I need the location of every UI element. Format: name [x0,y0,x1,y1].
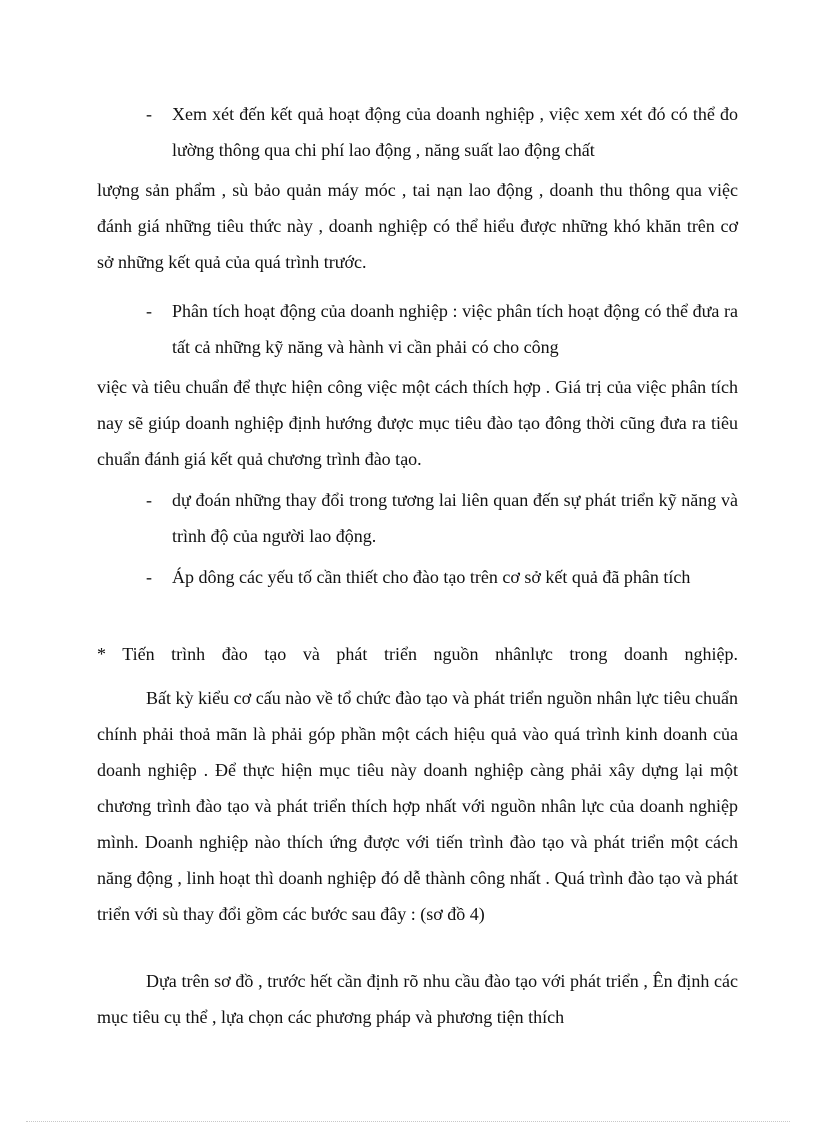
bullet-item-3 [146,482,738,554]
bullet-text: Phân tích hoạt động của doanh nghiệp : việc phân tích hoạt động có thể đưa ra tất cả những kỹ năng và hành vi cần phải có cho công [172,301,738,357]
bullet-text: Áp dông các yếu tố cần thiết cho đào tạo trên cơ sở kết quả đã phân tích [172,567,691,587]
bullet-continuation: lượng sản phẩm , sù bảo quản máy móc , tai nạn lao động , doanh thu thông qua việc đánh giá những tiêu thức này , doanh nghiệp có thể hiểu được những khó khăn trên cơ sở những kết quả của quá trình trước. [97,180,738,272]
bullet-dash: - [146,490,152,510]
bullet-text: Xem xét đến kết quả hoạt động của doanh nghiệp , việc xem xét đó có thể đo lường thông qua chi phí lao động , năng suất lao động chất [172,104,738,160]
bullet-text: dự đoán những thay đổi trong tương lai liên quan đến sự phát triển kỹ năng và trình độ của người lao động. [172,490,738,546]
paragraph-1: Bất kỳ kiểu cơ cấu nào về tổ chức đào tạo và phát triển nguồn nhân lực tiêu chuẩn chính phải thoả mãn là phải góp phần một cách hiệu quả vào quá trình kinh doanh của doanh nghiệp . Để thực hiện mục tiêu này doanh nghiệp càng phải xây dựng lại một chương trình đào tạo và phát triển thích hợp nhất với nguồn nhân lực của doanh nghiệp mình. Doanh nghiệp nào thích ứng được với tiến trình đào tạo và phát triển một cách năng động , linh hoạt thì doanh nghiệp đó dễ thành công nhất . Quá trình đào tạo và phát triển với sù thay đổi gồm các bước sau đây : (sơ đồ 4) [97,688,738,924]
bullet-item-1 [146,96,738,168]
footer-divider [26,1121,790,1122]
bullet-dash: - [146,567,152,587]
bullet-continuation: việc và tiêu chuẩn để thực hiện công việc một cách thích hợp . Giá trị của việc phân tích nay sẽ giúp doanh nghiệp định hướng được mục tiêu đào tạo đông thời cũng đưa ra tiêu chuẩn đánh giá kết quả chương trình đào tạo. [97,377,738,469]
bullet-dash: - [146,104,152,124]
paragraph-2: Dựa trên sơ đồ , trước hết cần định rõ nhu cầu đào tạo với phát triển , Ên định các mục tiêu cụ thể , lựa chọn các phương pháp và phương tiện thích [97,971,738,1027]
bullet-item-2 [146,293,738,365]
bullet-item-4 [146,559,738,595]
section-heading: * Tiến trình đào tạo và phát triển nguồn nhânlực trong doanh nghiệp. [97,644,738,664]
bullet-dash: - [146,301,152,321]
